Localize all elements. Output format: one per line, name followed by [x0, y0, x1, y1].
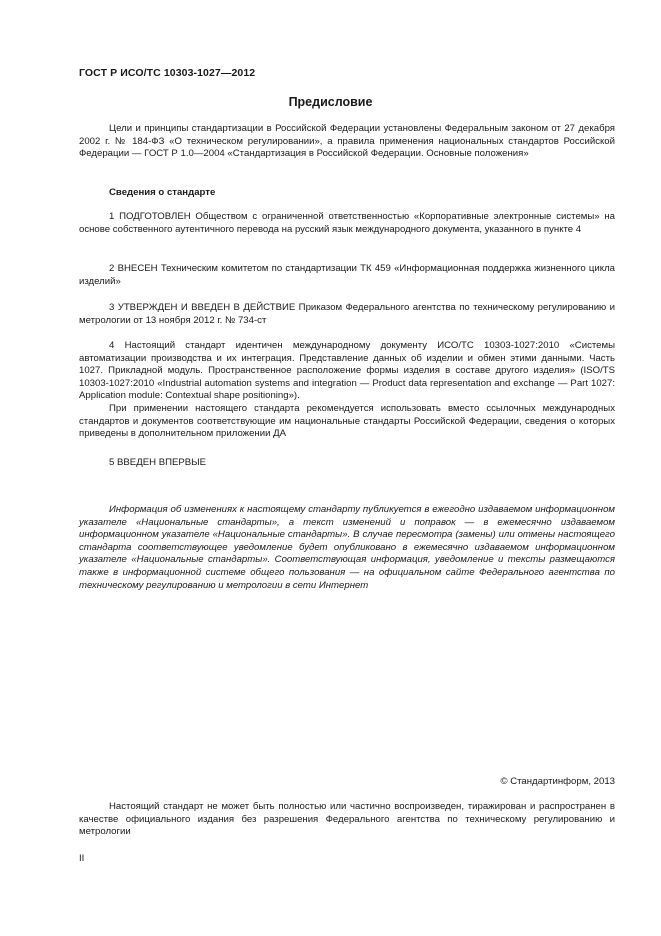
copyright-line: © Стандартинформ, 2013 — [500, 776, 615, 787]
document-code-header: ГОСТ Р ИСО/ТС 10303-1027—2012 — [79, 67, 256, 79]
item-3 — [79, 302, 615, 327]
item-4 — [79, 340, 615, 441]
page-number: II — [79, 853, 85, 864]
item-2 — [79, 263, 615, 288]
page-title: Предисловие — [288, 95, 373, 109]
reproduction-text: Настоящий стандарт не может быть полностью или частично воспроизведен, тиражирован и распространен в качестве официального издания без разрешения Федерального агентства по техническому регулированию и метрологии — [79, 801, 615, 838]
item-text: 2 ВНЕСЕН Техническим комитетом по стандартизации ТК 459 «Информационная поддержка жизненного цикла изделий» — [79, 263, 615, 287]
section-heading: Сведения о стандарте — [109, 187, 216, 198]
reproduction-paragraph — [79, 801, 615, 839]
notice-text: Информация об изменениях к настоящему стандарту публикуется в ежегодно издаваемом информационном указателе «Национальные стандарты», а текст изменений и поправок — в ежемесячно издаваемом информационном указателе «Национальные стандарты». В случае пересмотра (замены) или отмены настоящего стандарта соответствующее уведомление будет опубликовано в ежемесячно издаваемом информационном указателе «Национальные стандарты». Соответствующая информация, уведомление и тексты размещаются также в информационной системе общего пользования — на официальном сайте Федерального агентства по техническому регулированию и метрологии в сети Интернет — [79, 504, 615, 591]
item-text: 4 Настоящий стандарт идентичен международному документу ИСО/ТС 10303-1027:2010 «Системы автоматизации производства и их интеграция. Представление данных об изделии и обмен этими данными. Часть 1027. Прикладной модуль. Пространственное расположение формы изделия в составе другого изделия» (ISO/TS 10303-1027:2010 «Industrial automation systems and integration — Product data representation and exchange — Part 1027: Application module: Contextual shape positioning»). — [79, 340, 615, 402]
item-text: При применении настоящего стандарта рекомендуется использовать вместо ссылочных международных стандартов и документов соответствующие им национальные стандарты Российской Федерации, сведения о которых приведены в дополнительном приложении ДА — [79, 402, 615, 440]
item-text: 1 ПОДГОТОВЛЕН Обществом с ограниченной ответственностью «Корпоративные электронные системы» на основе собственного аутентичного перевода на русский язык международного документа, указанного в пункте 4 — [79, 211, 615, 235]
item-5 — [79, 457, 615, 470]
intro-text: Цели и принципы стандартизации в Российской Федерации установлены Федеральным законом от 27 декабря 2002 г. № 184-ФЗ «О техническом регулировании», а правила применения национальных стандартов Российской Федерации — ГОСТ Р 1.0—2004 «Стандартизация в Российской Федерации. Основные положения» — [79, 123, 615, 160]
intro-paragraph — [79, 123, 615, 161]
item-text: 3 УТВЕРЖДЕН И ВВЕДЕН В ДЕЙСТВИЕ Приказом Федерального агентства по техническому регулированию и метрологии от 13 ноября 2012 г. № 734-ст — [79, 302, 615, 326]
item-1 — [79, 211, 615, 236]
notice-paragraph — [79, 504, 615, 592]
item-text: 5 ВВЕДЕН ВПЕРВЫЕ — [109, 457, 207, 468]
